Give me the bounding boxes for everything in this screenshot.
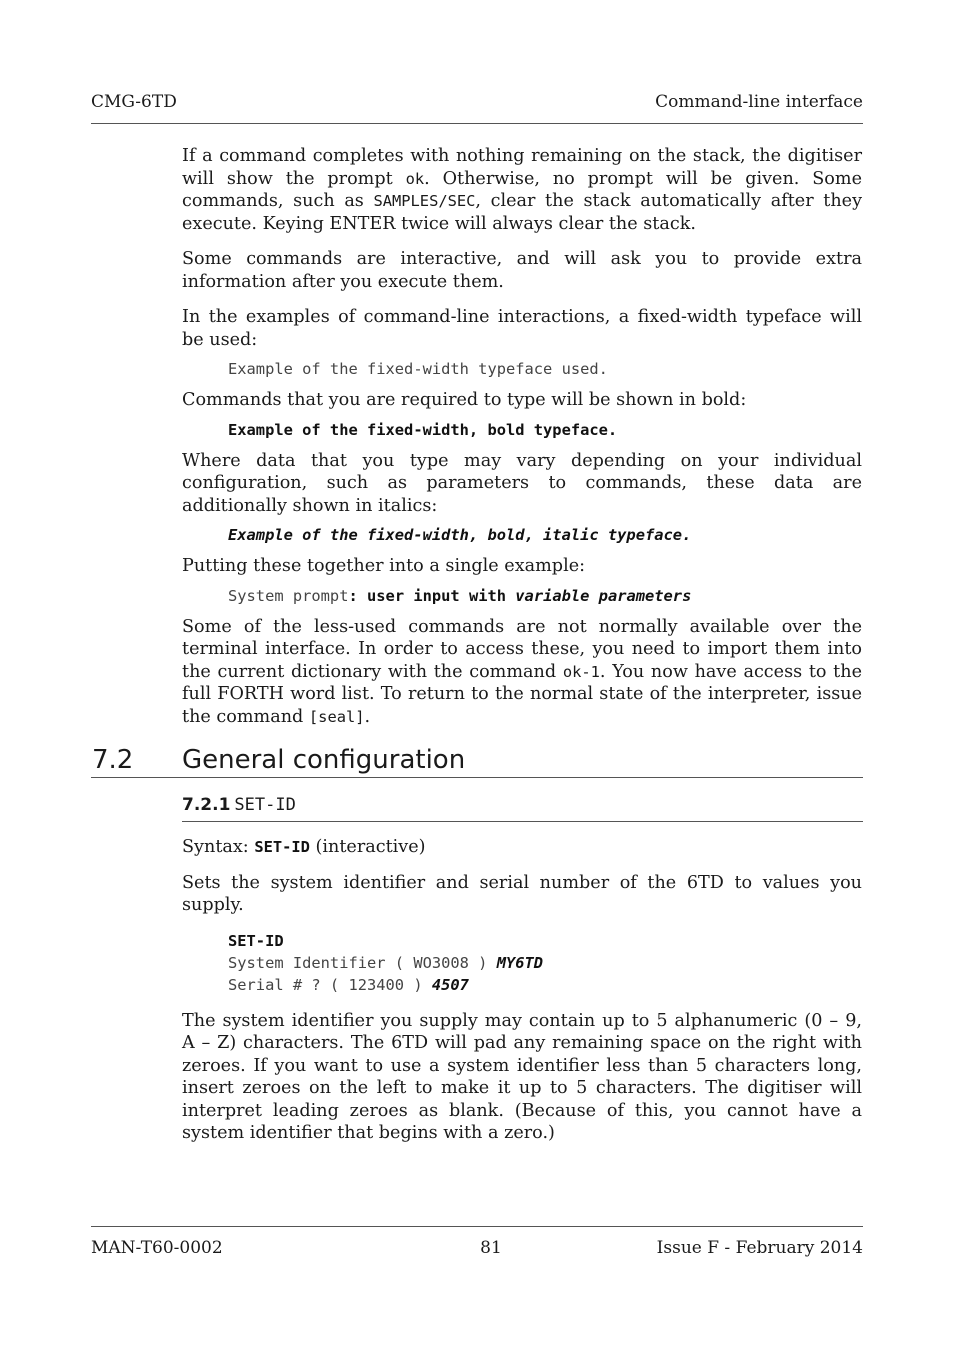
code-line-identifier [228,952,862,974]
text: , clear the stack automatically after they execute. Keying ENTER twice will always clear the stack. [182,191,863,234]
section-number: 7.2 [92,745,134,775]
paragraph-together: Putting these together into a single example: [182,556,586,576]
set-id-body [182,836,862,1158]
footer-page-number: 81 [480,1238,502,1258]
code-line-command: SET-ID [228,931,284,950]
paragraph-fixed-width: In the examples of command-line interactions, a fixed-width typeface will be used: [182,307,862,350]
paragraph-prompt [182,145,862,235]
paragraph-interactive: Some commands are interactive, and will ask you to provide extra information after you execute them. [182,249,862,292]
syntax-line [182,836,862,859]
example-combined [228,585,862,607]
example-user-input: user input with [357,586,516,605]
inline-code-ok1: ok-1 [562,662,600,681]
inline-code-seal: [seal] [308,707,365,726]
code-input: 4507 [431,975,469,994]
text: . You now have access to the full FORTH word list. To return to the normal state of the interpreter, issue the command [182,661,862,727]
text: If a command completes with nothing remaining on the stack, the digitiser will show the prompt [182,146,862,189]
section-heading [91,742,863,778]
subsection-name: SET-ID [234,795,296,815]
header-chapter: Command-line interface [655,92,863,112]
inline-code-ok: ok [405,169,425,188]
header-product: CMG-6TD [91,92,177,112]
example-fixed-width: Example of the fixed-width typeface used. [228,360,608,378]
page-header [91,90,863,124]
syntax-command: SET-ID [254,838,310,856]
example-bold-italic: Example of the fixed-width, bold, italic typeface. [228,526,692,544]
syntax-note: (interactive) [309,837,426,857]
subsection-number: 7.2.1 [182,795,231,815]
text: . [364,706,371,727]
code-input: MY6TD [496,953,544,972]
text: Some of the less-used commands are not normally available over the terminal interface. In order to access these, you need to import them into the current dictionary with the command [182,616,862,682]
set-id-example [228,930,862,996]
example-prompt: System prompt [228,586,349,605]
paragraph-bold: Commands that you are required to type will be shown in bold: [182,390,747,410]
example-colon: : [348,586,358,605]
inline-code-samples: SAMPLES/SEC [373,192,476,210]
intro-body [182,145,862,741]
text: . Otherwise, no prompt will be given. Some commands, such as [182,168,862,211]
code-prompt: Serial # ? ( 123400 ) [228,975,432,994]
footer-issue: Issue F - February 2014 [656,1238,863,1258]
paragraph-italics: Where data that you type may vary depending on your individual configuration, such as parameters to commands, these data are additionally shown in italics: [182,450,862,516]
paragraph-less-used [182,616,862,729]
subsection-heading [182,794,863,822]
syntax-label: Syntax: [182,837,255,857]
page-footer [91,1226,863,1257]
code-prompt: System Identifier ( WO3008 ) [228,953,497,972]
footer-doc-id: MAN-T60-0002 [91,1238,223,1258]
section-title: General configuration [182,745,466,775]
example-bold: Example of the fixed-width, bold typeface. [228,420,618,439]
set-id-notes: The system identifier you supply may contain up to 5 alphanumeric (0 – 9, A – Z) characters. The 6TD will pad any remaining space on the right with zeroes. If you want to use a system identifier less than 5 characters long, insert zeroes on the left to make it up to 5 characters. The digitiser will interpret leading zeroes as blank. (Because of this, you cannot have a system identifier that begins with a zero.) [182,1010,862,1143]
example-variable: variable parameters [515,586,692,605]
code-line-serial [228,974,862,996]
set-id-description: Sets the system identifier and serial number of the 6TD to values you supply. [182,872,862,915]
